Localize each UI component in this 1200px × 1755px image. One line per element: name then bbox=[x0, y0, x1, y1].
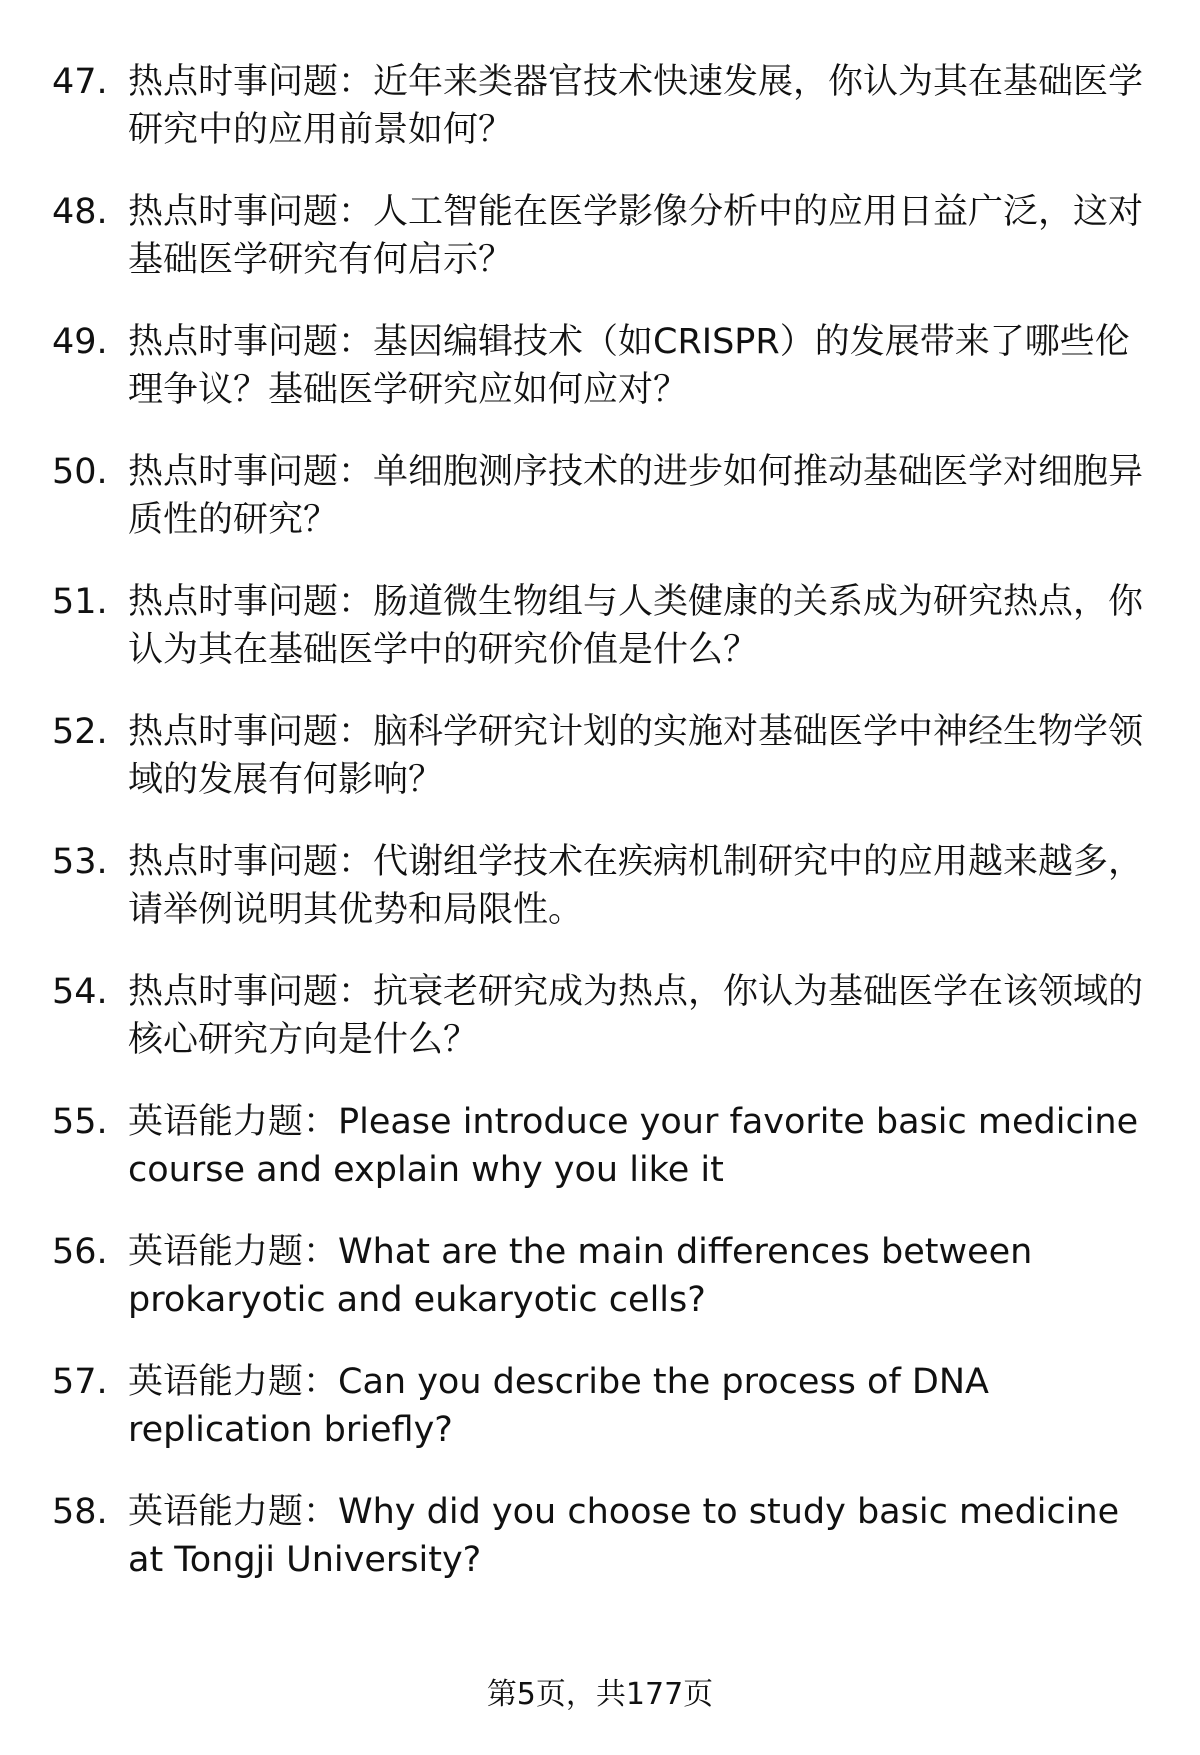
question-item bbox=[52, 968, 1162, 1064]
question-item bbox=[52, 318, 1162, 414]
question-number: 52. bbox=[52, 712, 108, 752]
question-number: 51. bbox=[52, 582, 108, 622]
question-number: 49. bbox=[52, 322, 108, 362]
question-item bbox=[52, 708, 1162, 804]
question-item bbox=[52, 1098, 1162, 1194]
question-number: 55. bbox=[52, 1102, 108, 1142]
question-number: 58. bbox=[52, 1492, 108, 1532]
question-text: 热点时事问题：近年来类器官技术快速发展，你认为其在基础医学研究中的应用前景如何？ bbox=[128, 62, 1144, 150]
question-text: 英语能力题：Why did you choose to study basic medicine at Tongji University? bbox=[128, 1492, 1120, 1580]
question-text: 热点时事问题：人工智能在医学影像分析中的应用日益广泛，这对基础医学研究有何启示？ bbox=[128, 192, 1144, 280]
question-text: 热点时事问题：单细胞测序技术的进步如何推动基础医学对细胞异质性的研究？ bbox=[128, 452, 1144, 540]
question-list bbox=[52, 58, 1162, 1618]
question-number: 50. bbox=[52, 452, 108, 492]
question-number: 56. bbox=[52, 1232, 108, 1272]
question-item bbox=[52, 1358, 1162, 1454]
question-text: 热点时事问题：肠道微生物组与人类健康的关系成为研究热点，你认为其在基础医学中的研究价值是什么？ bbox=[128, 582, 1144, 670]
question-text: 英语能力题：Please introduce your favorite basic medicine course and explain why you like it bbox=[128, 1102, 1139, 1190]
question-text: 英语能力题：What are the main differences between prokaryotic and eukaryotic cells? bbox=[128, 1232, 1033, 1320]
question-item bbox=[52, 578, 1162, 674]
question-item bbox=[52, 1488, 1162, 1584]
question-number: 53. bbox=[52, 842, 108, 882]
question-number: 57. bbox=[52, 1362, 108, 1402]
question-text: 热点时事问题：代谢组学技术在疾病机制研究中的应用越来越多，请举例说明其优势和局限性。 bbox=[128, 842, 1144, 930]
question-text: 热点时事问题：脑科学研究计划的实施对基础医学中神经生物学领域的发展有何影响？ bbox=[128, 712, 1144, 800]
question-number: 47. bbox=[52, 62, 108, 102]
question-item bbox=[52, 58, 1162, 154]
question-item bbox=[52, 838, 1162, 934]
question-item bbox=[52, 448, 1162, 544]
question-text: 热点时事问题：基因编辑技术（如CRISPR）的发展带来了哪些伦理争议？基础医学研究应如何应对？ bbox=[128, 322, 1130, 410]
question-text: 英语能力题：Can you describe the process of DNA replication briefly? bbox=[128, 1362, 989, 1450]
question-item bbox=[52, 1228, 1162, 1324]
question-text: 热点时事问题：抗衰老研究成为热点，你认为基础医学在该领域的核心研究方向是什么？ bbox=[128, 972, 1144, 1060]
question-number: 54. bbox=[52, 972, 108, 1012]
question-item bbox=[52, 188, 1162, 284]
page-footer: 第5页，共177页 bbox=[486, 1677, 714, 1712]
question-number: 48. bbox=[52, 192, 108, 232]
